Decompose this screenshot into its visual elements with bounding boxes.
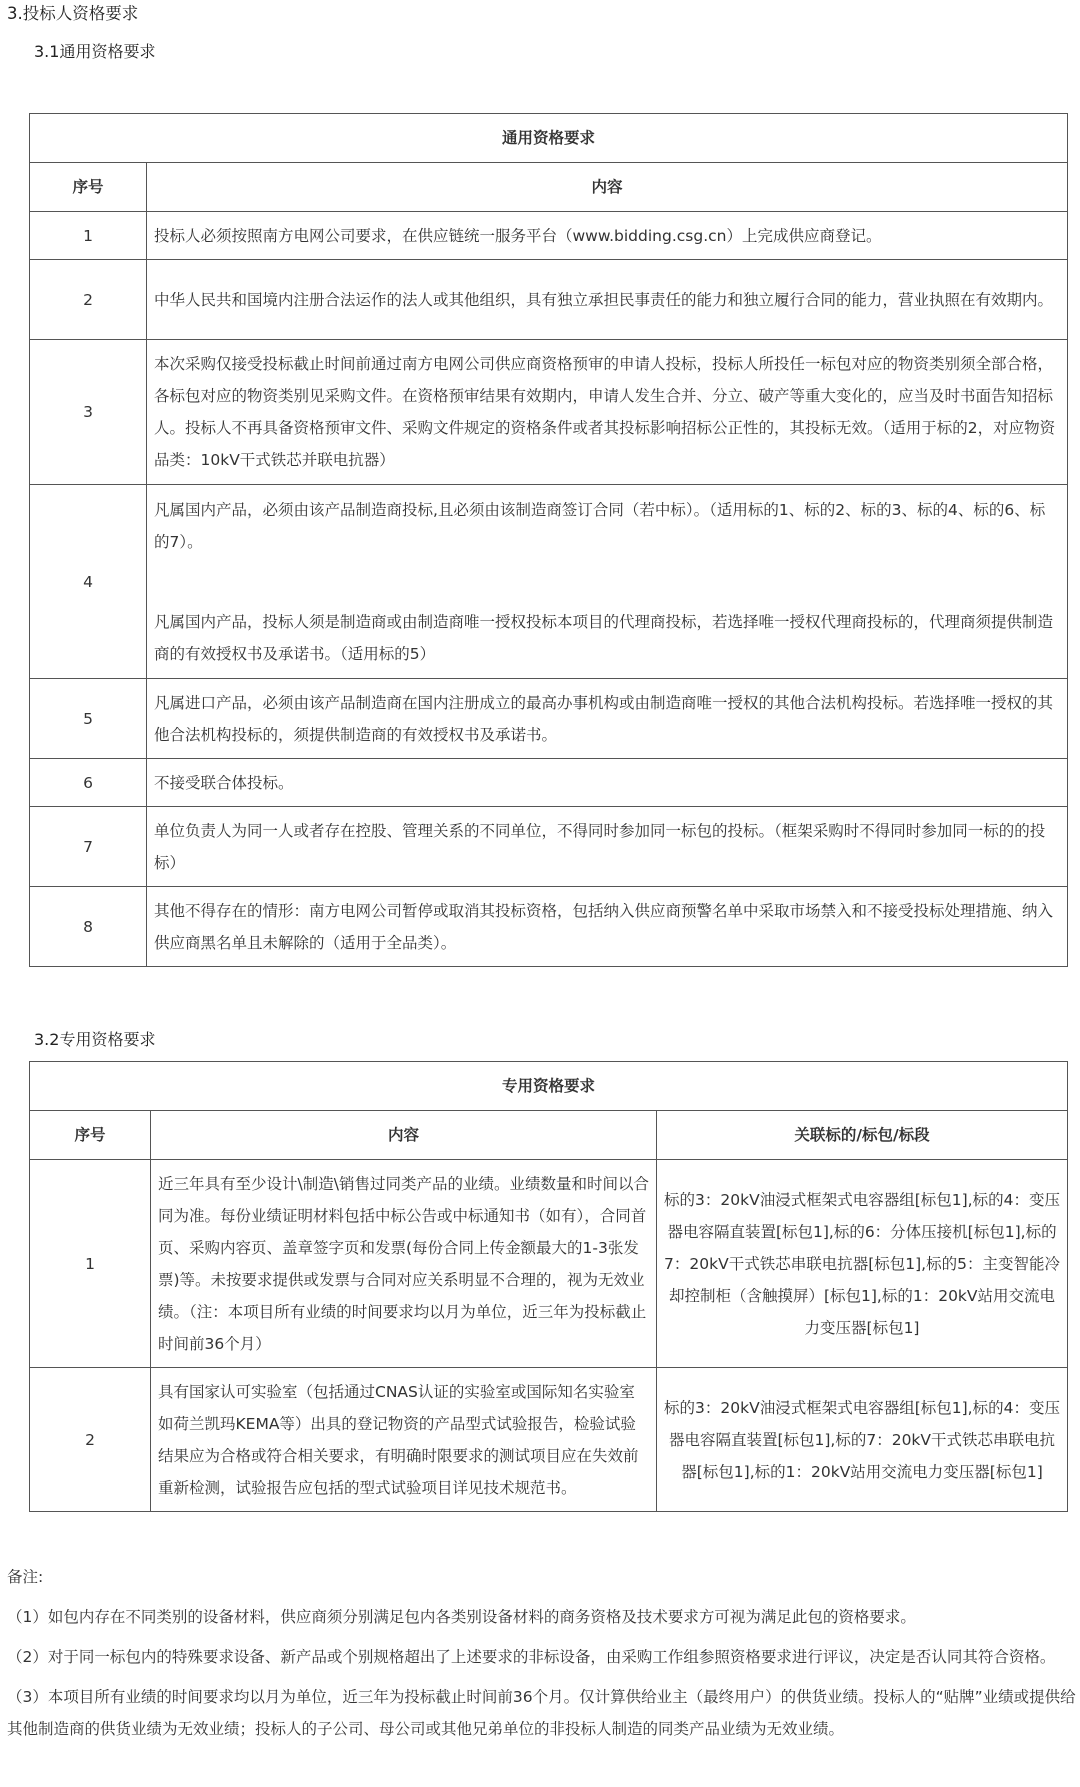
row-no: 6 [30,759,147,807]
notes-section [0,1561,1080,1745]
col-content-header: 内容 [147,163,1068,212]
col-no-header: 序号 [30,163,147,212]
paragraph-gap [154,558,1060,606]
row-content: 本次采购仅接受投标截止时间前通过南方电网公司供应商资格预审的申请人投标，投标人所投任一标包对应的物资类别须全部合格，各标包对应的物资类别见采购文件。在资格预审结果有效期内，申请人发生合并、分立、破产等重大变化的，应当及时书面告知招标人。投标人不再具备资格预审文件、采购文件规定的资格条件或者其投标影响招标公正性的，其投标无效。（适用于标的2，对应物资品类：10kV干式铁芯并联电抗器） [147,340,1068,485]
row-content: 其他不得存在的情形：南方电网公司暂停或取消其投标资格，包括纳入供应商预警名单中采取市场禁入和不接受投标处理措施、纳入供应商黑名单且未解除的（适用于全品类）。 [147,887,1068,967]
row-no: 2 [30,260,147,340]
row-no: 1 [30,1160,151,1368]
row-no: 2 [30,1368,151,1512]
row-content: 不接受联合体投标。 [147,759,1068,807]
row-content: 投标人必须按照南方电网公司要求，在供应链统一服务平台（www.bidding.csg.cn）上完成供应商登记。 [147,212,1068,260]
table-title-row [30,114,1068,163]
row-no: 5 [30,679,147,759]
col-related-header: 关联标的/标包/标段 [657,1111,1068,1160]
table-row [30,759,1068,807]
table-title: 专用资格要求 [30,1062,1068,1111]
general-subtitle: 3.1通用资格要求 [34,42,156,61]
col-no-header: 序号 [30,1111,151,1160]
table-title: 通用资格要求 [30,114,1068,163]
row-content: 近三年具有至少设计\制造\销售过同类产品的业绩。业绩数量和时间以合同为准。每份业绩证明材料包括中标公告或中标通知书（如有），合同首页、采购内容页、盖章签字页和发票(每份合同上传金额最大的1-3张发票)等。未按要求提供或发票与合同对应关系明显不合理的，视为无效业绩。（注：本项目所有业绩的时间要求均以月为单位，近三年为投标截止时间前36个月） [151,1160,657,1368]
row-content-part-a: 凡属国内产品，必须由该产品制造商投标,且必须由该制造商签订合同（若中标）。（适用标的1、标的2、标的3、标的4、标的6、标的7）。 [154,500,1046,551]
note-item: （1）如包内存在不同类别的设备材料，供应商须分别满足包内各类别设备材料的商务资格及技术要求方可视为满足此包的资格要求。 [7,1608,916,1626]
special-subtitle: 3.2专用资格要求 [34,1030,156,1049]
row-content: 凡属进口产品，必须由该产品制造商在国内注册成立的最高办事机构或由制造商唯一授权的其他合法机构投标。若选择唯一授权的其他合法机构投标的，须提供制造商的有效授权书及承诺书。 [147,679,1068,759]
note-item: （3）本项目所有业绩的时间要求均以月为单位，近三年为投标截止时间前36个月。仅计算供给业主（最终用户）的供货业绩。投标人的“贴牌”业绩或提供给其他制造商的供货业绩为无效业绩；投标人的子公司、母公司或其他兄弟单位的非投标人制造的同类产品业绩为无效业绩。 [7,1688,1076,1738]
section-title: 3.投标人资格要求 [7,4,139,23]
table-title-row [30,1062,1068,1111]
table-header-row [30,163,1068,212]
row-no: 3 [30,340,147,485]
special-requirements-table [29,1061,1068,1512]
row-related: 标的3：20kV油浸式框架式电容器组[标包1],标的4：变压器电容隔直装置[标包1],标的7：20kV干式铁芯串联电抗器[标包1],标的1：20kV站用交流电力变压器[标包1] [657,1368,1068,1512]
table-row [30,212,1068,260]
row-content: 具有国家认可实验室（包括通过CNAS认证的实验室或国际知名实验室如荷兰凯玛KEMA等）出具的登记物资的产品型式试验报告，检验试验结果应为合格或符合相关要求，有明确时限要求的测试项目应在失效前重新检测，试验报告应包括的型式试验项目详见技术规范书。 [151,1368,657,1512]
row-no: 8 [30,887,147,967]
table-row [30,679,1068,759]
row-no: 1 [30,212,147,260]
general-requirements-table [29,113,1068,967]
table-row [30,807,1068,887]
col-content-header: 内容 [151,1111,657,1160]
row-related: 标的3：20kV油浸式框架式电容器组[标包1],标的4：变压器电容隔直装置[标包1],标的6：分体压接机[标包1],标的7：20kV干式铁芯串联电抗器[标包1],标的5：主变智能冷却控制柜（含触摸屏）[标包1],标的1：20kV站用交流电力变压器[标包1] [657,1160,1068,1368]
notes-label: 备注: [7,1568,44,1586]
table-row [30,1160,1068,1368]
row-content: 中华人民共和国境内注册合法运作的法人或其他组织，具有独立承担民事责任的能力和独立履行合同的能力，营业执照在有效期内。 [147,260,1068,340]
table-row [30,340,1068,485]
row-content: 单位负责人为同一人或者存在控股、管理关系的不同单位，不得同时参加同一标包的投标。（框架采购时不得同时参加同一标的的投标） [147,807,1068,887]
note-item: （2）对于同一标包内的特殊要求设备、新产品或个别规格超出了上述要求的非标设备，由采购工作组参照资格要求进行评议，决定是否认同其符合资格。 [7,1648,1056,1666]
row-no: 7 [30,807,147,887]
table-header-row [30,1111,1068,1160]
row-content [147,485,1068,679]
table-row [30,260,1068,340]
table-row [30,1368,1068,1512]
table-row [30,485,1068,679]
table-row [30,887,1068,967]
row-no: 4 [30,485,147,679]
row-content-part-b: 凡属国内产品，投标人须是制造商或由制造商唯一授权投标本项目的代理商投标，若选择唯一授权代理商投标的，代理商须提供制造商的有效授权书及承诺书。（适用标的5） [154,612,1054,663]
